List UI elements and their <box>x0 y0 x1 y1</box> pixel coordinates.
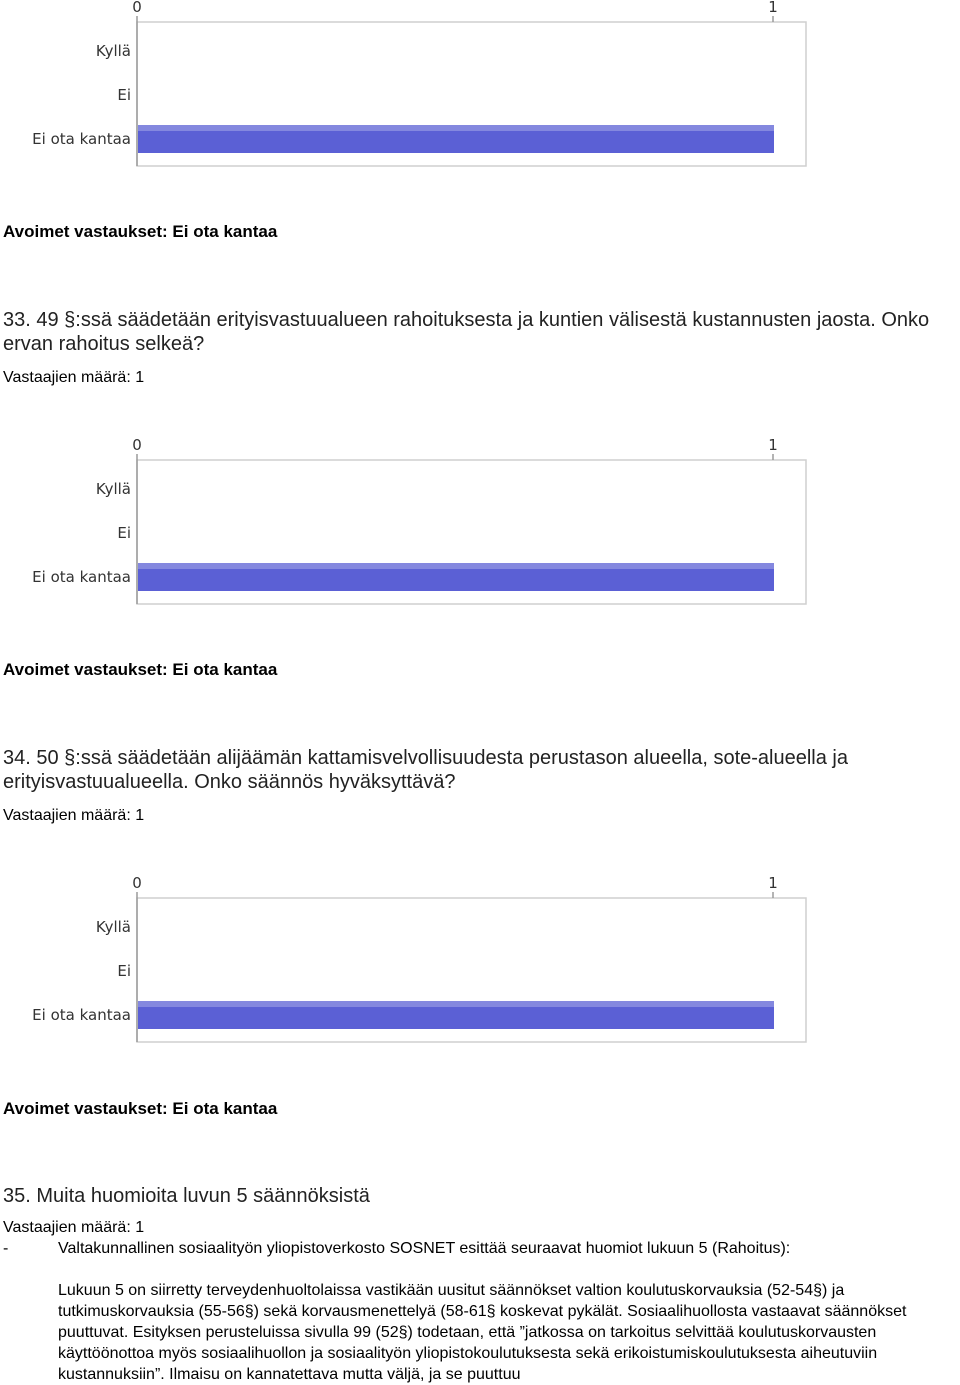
list-dash: - <box>3 1240 9 1257</box>
bar <box>138 125 774 153</box>
category-label: Ei <box>117 86 131 104</box>
x-tick-label: 0 <box>132 0 142 16</box>
question-34-title: 34. 50 §:ssä säädetään alijäämän kattamisvelvollisuudesta perustason alueella, sote-alueella ja erityisvastuualueella. Onko säännös hyväksyttävä? <box>3 747 848 793</box>
bar-chart-q34 <box>0 874 960 1044</box>
bar-highlight <box>138 1001 774 1007</box>
open-answers-q33: Avoimet vastaukset: Ei ota kantaa <box>3 660 278 679</box>
x-tick-label: 0 <box>132 436 142 454</box>
question-35-intro: Valtakunnallinen sosiaalityön yliopistoverkosto SOSNET esittää seuraavat huomiot lukuun 5 (Rahoitus): <box>58 1240 791 1257</box>
chart-q32 <box>0 0 960 168</box>
x-tick-label: 1 <box>768 436 778 454</box>
bar-chart-q33 <box>0 436 960 606</box>
category-label: Ei <box>117 962 131 980</box>
question-35-title: 35. Muita huomioita luvun 5 säännöksistä <box>3 1185 370 1207</box>
category-label: Kyllä <box>95 918 131 936</box>
question-34-respondents: Vastaajien määrä: 1 <box>3 807 145 824</box>
x-tick-label: 1 <box>768 874 778 892</box>
category-label: Ei <box>117 524 131 542</box>
bar-highlight <box>138 125 774 131</box>
question-35-respondents: Vastaajien määrä: 1 <box>3 1219 145 1236</box>
open-answers-q34: Avoimet vastaukset: Ei ota kantaa <box>3 1099 278 1118</box>
bar <box>138 563 774 591</box>
question-35-body: Lukuun 5 on siirretty terveydenhuoltolaissa vastikään uusitut säännökset valtion koulutuskorvauksia (52-54§) ja tutkimuskorvauksia (55-56§) sekä korvausmenettelyä (58-61§ koskevat pykälät. Sosiaalihuollosta vastaavat säännökset puuttuvat. Esityksen perusteluissa sivulla 99 (52§) todetaan, että ”jatkossa on tarkoitus selvittää koulutuskorvausten käyttöönottoa myös sosiaalihuollon ja sosiaalityön yliopistokoulutuksesta sekä erikoistumiskoulutuksesta aiheutuviin kustannuksiin”. Ilmaisu on kannatettava mutta väljä, ja se puuttuu <box>58 1282 907 1383</box>
question-33-title: 33. 49 §:ssä säädetään erityisvastuualueen rahoituksesta ja kuntien välisestä kustannusten jaosta. Onko ervan rahoitus selkeä? <box>3 309 930 355</box>
category-label: Ei ota kantaa <box>32 130 131 148</box>
category-label: Ei ota kantaa <box>32 568 131 586</box>
bar <box>138 1001 774 1029</box>
bar-chart-q32 <box>0 0 960 168</box>
chart-q34 <box>0 874 960 1044</box>
category-label: Kyllä <box>95 42 131 60</box>
question-33-respondents: Vastaajien määrä: 1 <box>3 369 145 386</box>
x-tick-label: 1 <box>768 0 778 16</box>
x-tick-label: 0 <box>132 874 142 892</box>
category-label: Ei ota kantaa <box>32 1006 131 1024</box>
bar-highlight <box>138 563 774 569</box>
open-answers-q32: Avoimet vastaukset: Ei ota kantaa <box>3 222 278 241</box>
category-label: Kyllä <box>95 480 131 498</box>
chart-q33 <box>0 436 960 606</box>
